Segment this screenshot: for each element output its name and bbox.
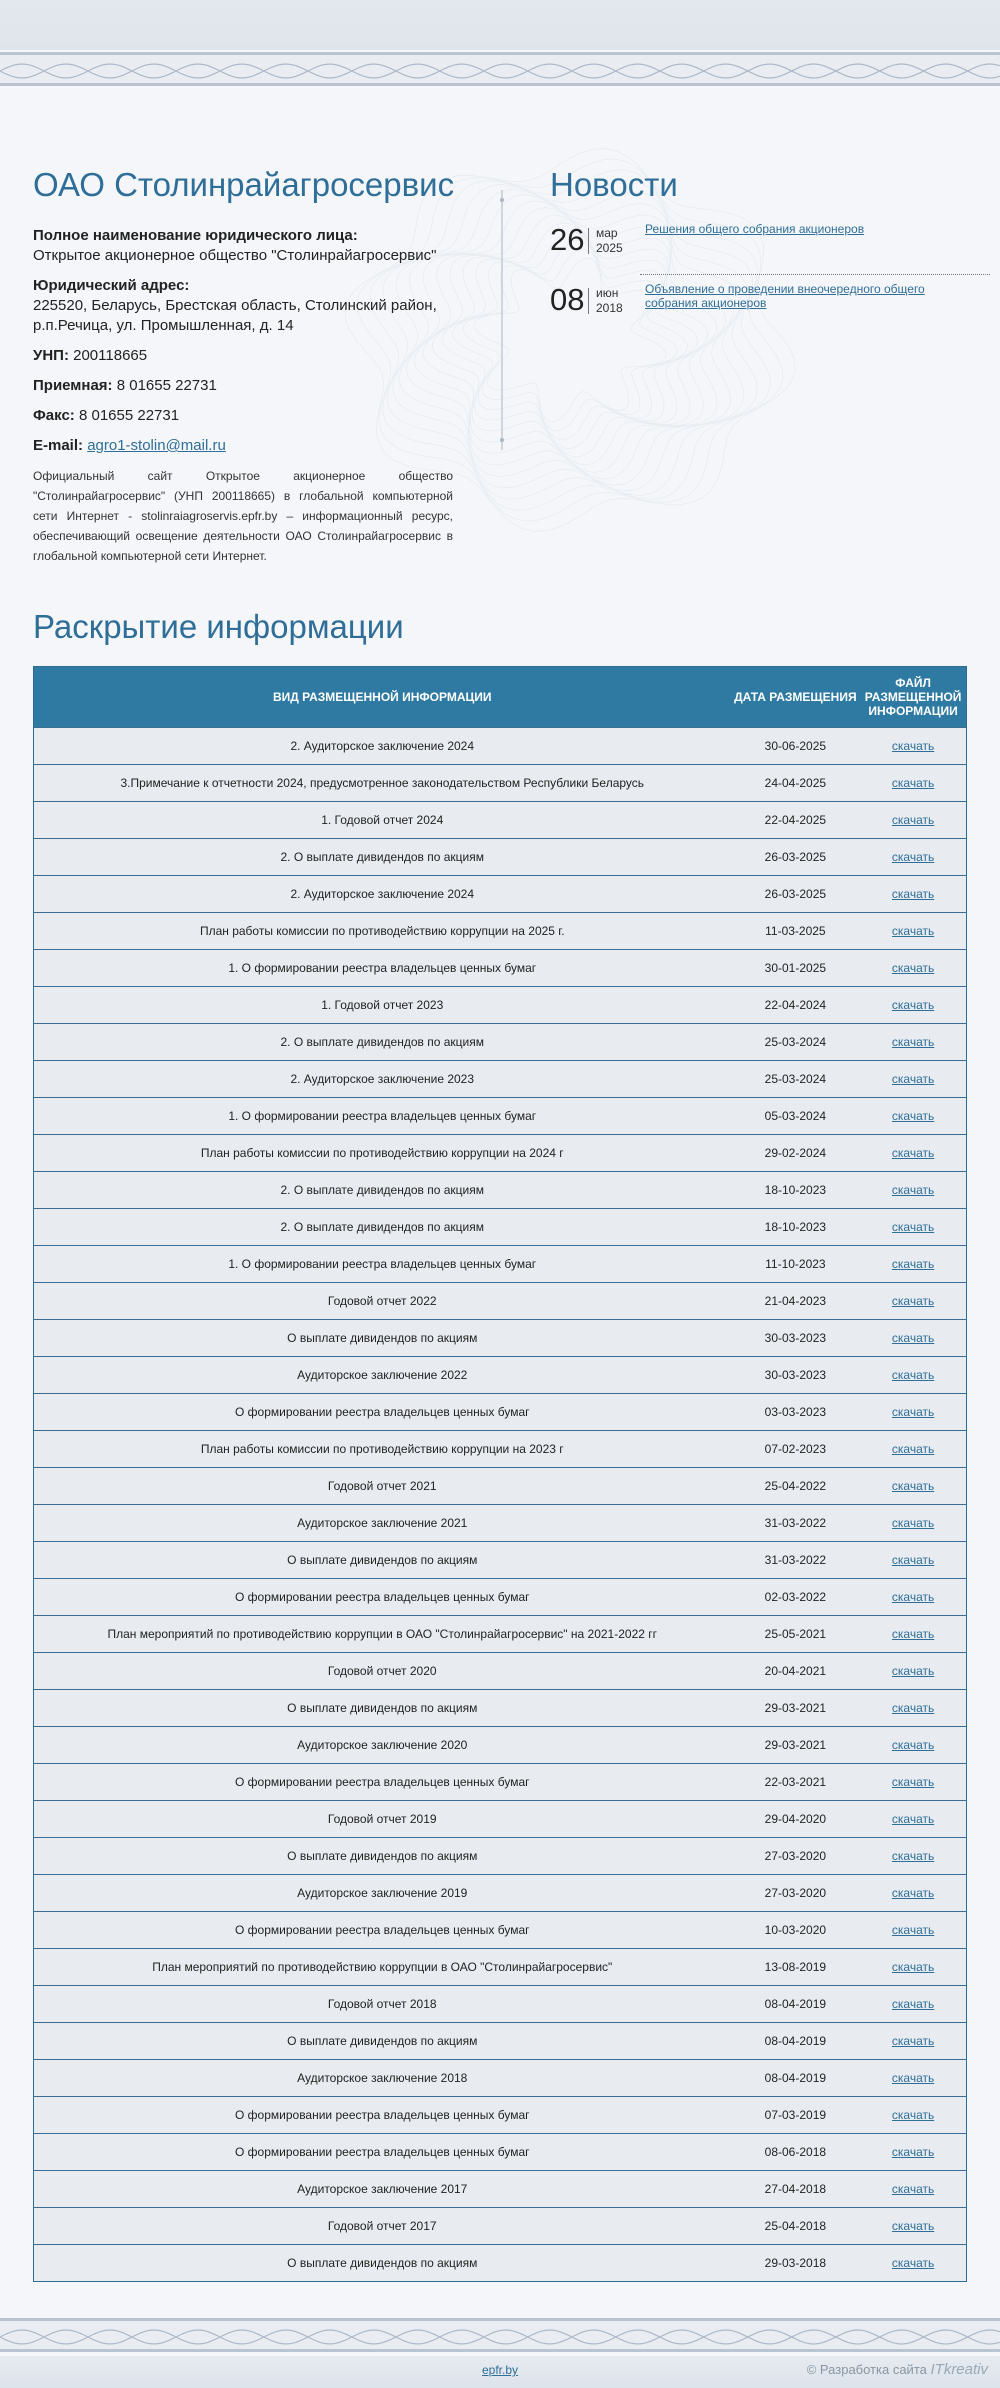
- row-file-cell: [860, 2208, 966, 2244]
- row-date: 08-04-2019: [764, 2034, 827, 2048]
- row-date: 29-04-2020: [764, 1812, 827, 1826]
- row-date: 08-04-2019: [764, 2071, 827, 2085]
- news-title: Новости: [550, 166, 678, 203]
- row-file-cell: [860, 2245, 966, 2281]
- row-title: О выплате дивидендов по акциям: [287, 1701, 478, 1715]
- download-link[interactable]: скачать: [891, 1738, 935, 1752]
- news-link[interactable]: Объявление о проведении внеочередного общего собрания акционеров: [645, 282, 925, 310]
- download-link[interactable]: скачать: [891, 1775, 935, 1789]
- row-title: Аудиторское заключение 2017: [297, 2182, 468, 2196]
- row-title: О выплате дивидендов по акциям: [287, 2034, 478, 2048]
- table-row: [34, 1541, 966, 1578]
- row-date: 25-05-2021: [764, 1627, 827, 1641]
- news-dotted-separator: [640, 274, 990, 275]
- table-row: [34, 1763, 966, 1800]
- reception-block: [33, 376, 453, 396]
- row-title: О формировании реестра владельцев ценных бумаг: [235, 1775, 530, 1789]
- download-link[interactable]: скачать: [891, 2182, 935, 2196]
- top-strip: [0, 0, 1000, 50]
- row-file-cell: [860, 802, 966, 838]
- row-file-cell: [860, 1653, 966, 1689]
- row-title: О выплате дивидендов по акциям: [287, 1553, 478, 1567]
- table-row: [34, 2096, 966, 2133]
- row-file-cell: [860, 1468, 966, 1504]
- reception-value: 8 01655 22731: [116, 377, 217, 394]
- table-row: [34, 1060, 966, 1097]
- table-row: [34, 1467, 966, 1504]
- row-date: 29-03-2018: [764, 2256, 827, 2270]
- reception-label: Приемная:: [33, 377, 113, 394]
- download-link[interactable]: скачать: [891, 1220, 935, 1234]
- download-link[interactable]: скачать: [891, 887, 935, 901]
- row-title: 1. О формировании реестра владельцев ценных бумаг: [228, 1257, 537, 1271]
- download-link[interactable]: скачать: [891, 1183, 935, 1197]
- row-title: О формировании реестра владельцев ценных бумаг: [235, 2145, 530, 2159]
- disclosure-table: [33, 666, 967, 2282]
- download-link[interactable]: скачать: [891, 776, 935, 790]
- download-link[interactable]: скачать: [891, 1701, 935, 1715]
- row-title: План работы комиссии по противодействию коррупции на 2024 г: [200, 1146, 564, 1160]
- row-file-cell: [860, 728, 966, 764]
- row-title: О формировании реестра владельцев ценных бумаг: [235, 2108, 530, 2122]
- download-link[interactable]: скачать: [891, 1442, 935, 1456]
- row-file-cell: [860, 1283, 966, 1319]
- table-row: [34, 1134, 966, 1171]
- table-row: [34, 1800, 966, 1837]
- row-date: 31-03-2022: [764, 1553, 827, 1567]
- row-title: Годовой отчет 2019: [327, 1812, 437, 1826]
- row-date: 07-02-2023: [764, 1442, 827, 1456]
- row-file-cell: [860, 913, 966, 949]
- table-row: [34, 2207, 966, 2244]
- row-title: 2. О выплате дивидендов по акциям: [280, 1183, 484, 1197]
- row-title: О формировании реестра владельцев ценных бумаг: [235, 1405, 530, 1419]
- row-date: 18-10-2023: [764, 1183, 827, 1197]
- row-file-cell: [860, 1579, 966, 1615]
- row-file-cell: [860, 1542, 966, 1578]
- news-month-year: [596, 286, 623, 316]
- news-date-separator: [588, 288, 589, 314]
- download-link[interactable]: скачать: [891, 1035, 935, 1049]
- table-row: [34, 1874, 966, 1911]
- row-date: 18-10-2023: [764, 1220, 827, 1234]
- full-name-label: Полное наименование юридического лица:: [33, 227, 358, 244]
- row-date: 29-03-2021: [764, 1701, 827, 1715]
- download-link[interactable]: скачать: [891, 1590, 935, 1604]
- row-file-cell: [860, 765, 966, 801]
- table-row: [34, 801, 966, 838]
- row-date: 25-03-2024: [764, 1035, 827, 1049]
- row-title: 2. О выплате дивидендов по акциям: [280, 1035, 484, 1049]
- email-label: E-mail:: [33, 437, 84, 454]
- download-link[interactable]: скачать: [891, 813, 935, 827]
- table-row: [34, 1393, 966, 1430]
- download-link[interactable]: скачать: [891, 1886, 935, 1900]
- news-year: 2018: [596, 301, 623, 315]
- row-date: 05-03-2024: [764, 1109, 827, 1123]
- news-date-separator: [588, 228, 589, 254]
- email-block: [33, 436, 453, 456]
- header-file: ФАЙЛ РАЗМЕЩЕННОЙ ИНФОРМАЦИИ: [864, 676, 962, 718]
- row-file-cell: [860, 2134, 966, 2170]
- download-link[interactable]: скачать: [891, 1553, 935, 1567]
- download-link[interactable]: скачать: [891, 739, 935, 753]
- download-link[interactable]: скачать: [891, 2256, 935, 2270]
- table-row: [34, 1652, 966, 1689]
- row-date: 11-10-2023: [765, 1257, 826, 1271]
- row-file-cell: [860, 950, 966, 986]
- table-row: [34, 2133, 966, 2170]
- table-row: [34, 1171, 966, 1208]
- row-date: 11-03-2025: [765, 924, 826, 938]
- row-date: 30-03-2023: [764, 1368, 827, 1382]
- row-date: 30-06-2025: [764, 739, 827, 753]
- news-item: [550, 282, 990, 326]
- table-row: [34, 1097, 966, 1134]
- table-row: [34, 986, 966, 1023]
- row-file-cell: [860, 876, 966, 912]
- download-link[interactable]: скачать: [891, 924, 935, 938]
- address-block: [33, 276, 453, 336]
- download-link[interactable]: скачать: [891, 1664, 935, 1678]
- table-row: [34, 2022, 966, 2059]
- row-title: О формировании реестра владельцев ценных бумаг: [235, 1923, 530, 1937]
- row-file-cell: [860, 987, 966, 1023]
- unp-block: [33, 346, 453, 366]
- row-title: 1. О формировании реестра владельцев ценных бумаг: [228, 1109, 537, 1123]
- row-title: О выплате дивидендов по акциям: [287, 1849, 478, 1863]
- row-file-cell: [860, 1690, 966, 1726]
- table-row: [34, 1578, 966, 1615]
- table-row: [34, 1504, 966, 1541]
- footer-site-link[interactable]: epfr.by: [481, 2363, 519, 2377]
- row-date: 29-03-2021: [764, 1738, 827, 1752]
- row-title: О формировании реестра владельцев ценных бумаг: [235, 1590, 530, 1604]
- row-file-cell: [860, 1875, 966, 1911]
- footer-credit: [807, 2361, 988, 2378]
- row-file-cell: [860, 1912, 966, 1948]
- row-title: Годовой отчет 2017: [327, 2219, 437, 2233]
- vertical-divider: [500, 190, 504, 450]
- table-row: [34, 949, 966, 986]
- download-link[interactable]: скачать: [891, 1997, 935, 2011]
- row-file-cell: [860, 1986, 966, 2022]
- row-file-cell: [860, 1394, 966, 1430]
- row-title: 2. О выплате дивидендов по акциям: [280, 850, 484, 864]
- row-date: 24-04-2025: [764, 776, 827, 790]
- row-title: 2. Аудиторское заключение 2024: [290, 739, 475, 753]
- disclosure-title: Раскрытие информации: [33, 608, 404, 645]
- table-header: [34, 667, 966, 727]
- news-link[interactable]: Решения общего собрания акционеров: [645, 222, 865, 236]
- full-name-value: Открытое акционерное общество "Столинрайагросервис": [33, 247, 437, 264]
- table-row: [34, 1615, 966, 1652]
- row-file-cell: [860, 2023, 966, 2059]
- download-link[interactable]: скачать: [891, 1923, 935, 1937]
- row-date: 03-03-2023: [764, 1405, 827, 1419]
- row-title: 2. О выплате дивидендов по акциям: [280, 1220, 484, 1234]
- table-row: [34, 1837, 966, 1874]
- table-row: [34, 1948, 966, 1985]
- row-title: О выплате дивидендов по акциям: [287, 1331, 478, 1345]
- news-month-year: [596, 226, 623, 256]
- news-month: мар: [596, 226, 618, 240]
- download-link[interactable]: скачать: [891, 2108, 935, 2122]
- row-date: 22-03-2021: [764, 1775, 827, 1789]
- row-date: 26-03-2025: [764, 887, 827, 901]
- row-date: 22-04-2024: [764, 998, 827, 1012]
- download-link[interactable]: скачать: [891, 961, 935, 975]
- news-item: [550, 222, 990, 266]
- header-date: ДАТА РАЗМЕЩЕНИЯ: [734, 690, 857, 704]
- decorative-border-bottom: [0, 2318, 1000, 2352]
- download-link[interactable]: скачать: [891, 2071, 935, 2085]
- table-row: [34, 912, 966, 949]
- fax-block: [33, 406, 453, 426]
- unp-label: УНП:: [33, 347, 69, 364]
- address-label: Юридический адрес:: [33, 277, 190, 294]
- table-row: [34, 1245, 966, 1282]
- row-file-cell: [860, 1135, 966, 1171]
- row-file-cell: [860, 1764, 966, 1800]
- row-title: 3.Примечание к отчетности 2024, предусмотренное законодательством Республики Беларусь: [120, 776, 645, 790]
- news-year: 2025: [596, 241, 623, 255]
- row-title: Аудиторское заключение 2019: [297, 1886, 468, 1900]
- table-row: [34, 838, 966, 875]
- table-row: [34, 875, 966, 912]
- table-row: [34, 1282, 966, 1319]
- row-file-cell: [860, 2171, 966, 2207]
- row-file-cell: [860, 1357, 966, 1393]
- header-type: ВИД РАЗМЕЩЕННОЙ ИНФОРМАЦИИ: [272, 690, 492, 704]
- row-file-cell: [860, 1616, 966, 1652]
- row-file-cell: [860, 1801, 966, 1837]
- row-title: Аудиторское заключение 2020: [297, 1738, 468, 1752]
- credit-text: © Разработка сайта: [806, 2362, 927, 2377]
- row-date: 27-03-2020: [764, 1849, 827, 1863]
- download-link[interactable]: скачать: [891, 1331, 935, 1345]
- download-link[interactable]: скачать: [891, 2034, 935, 2048]
- row-title: План работы комиссии по противодействию коррупции на 2023 г: [200, 1442, 564, 1456]
- row-date: 30-01-2025: [764, 961, 827, 975]
- row-title: 2. Аудиторское заключение 2024: [290, 887, 475, 901]
- row-file-cell: [860, 1838, 966, 1874]
- download-link[interactable]: скачать: [891, 1479, 935, 1493]
- row-file-cell: [860, 1209, 966, 1245]
- download-link[interactable]: скачать: [891, 1516, 935, 1530]
- row-date: 22-04-2025: [764, 813, 827, 827]
- row-date: 10-03-2020: [764, 1923, 827, 1937]
- row-title: Аудиторское заключение 2022: [297, 1368, 468, 1382]
- row-file-cell: [860, 2097, 966, 2133]
- row-file-cell: [860, 1061, 966, 1097]
- table-row: [34, 1208, 966, 1245]
- download-link[interactable]: скачать: [891, 2219, 935, 2233]
- download-link[interactable]: скачать: [891, 1812, 935, 1826]
- download-link[interactable]: скачать: [891, 2145, 935, 2159]
- table-row: [34, 1985, 966, 2022]
- table-row: [34, 1356, 966, 1393]
- row-file-cell: [860, 1949, 966, 1985]
- row-date: 26-03-2025: [764, 850, 827, 864]
- row-file-cell: [860, 1246, 966, 1282]
- row-date: 27-03-2020: [764, 1886, 827, 1900]
- row-title: 2. Аудиторское заключение 2023: [290, 1072, 475, 1086]
- table-row: [34, 764, 966, 801]
- row-title: Годовой отчет 2020: [327, 1664, 437, 1678]
- row-file-cell: [860, 1431, 966, 1467]
- row-file-cell: [860, 1024, 966, 1060]
- row-date: 25-04-2022: [764, 1479, 827, 1493]
- row-file-cell: [860, 1172, 966, 1208]
- table-row: [34, 1430, 966, 1467]
- email-link[interactable]: agro1-stolin@mail.ru: [87, 437, 226, 454]
- address-value: 225520, Беларусь, Брестская область, Столинский район, р.п.Речица, ул. Промышленная, д. 14: [33, 297, 437, 334]
- site-description: Официальный сайт Открытое акционерное общество "Столинрайагросервис" (УНП 200118665) в глобальной компьютерной сети Интернет - stolinraiagroservis.epfr.by – информационный ресурс, обеспечивающий освещение деятельности ОАО Столинрайагросервис в глобальной компьютерной сети Интернет.: [33, 469, 453, 563]
- row-date: 08-06-2018: [764, 2145, 827, 2159]
- fax-label: Факс:: [33, 407, 75, 424]
- row-title: План мероприятий по противодействию коррупции в ОАО "Столинрайагросервис": [152, 1960, 613, 1974]
- row-file-cell: [860, 839, 966, 875]
- page-title: ОАО Столинрайагросервис: [33, 166, 455, 203]
- row-file-cell: [860, 1320, 966, 1356]
- row-date: 20-04-2021: [764, 1664, 827, 1678]
- row-title: 1. Годовой отчет 2023: [321, 998, 444, 1012]
- download-link[interactable]: скачать: [891, 1072, 935, 1086]
- row-title: Годовой отчет 2018: [327, 1997, 437, 2011]
- row-title: Годовой отчет 2022: [327, 1294, 437, 1308]
- developer-logo[interactable]: ITkreativ: [930, 2361, 988, 2378]
- row-title: Годовой отчет 2021: [327, 1479, 437, 1493]
- table-row: [34, 1726, 966, 1763]
- table-row: [34, 727, 966, 764]
- row-date: 31-03-2022: [764, 1516, 827, 1530]
- download-link[interactable]: скачать: [891, 850, 935, 864]
- row-file-cell: [860, 1505, 966, 1541]
- decorative-border-top: [0, 52, 1000, 86]
- row-date: 08-04-2019: [764, 1997, 827, 2011]
- news-day: 08: [550, 282, 585, 317]
- row-title: Аудиторское заключение 2018: [297, 2071, 468, 2085]
- row-date: 02-03-2022: [764, 1590, 827, 1604]
- download-link[interactable]: скачать: [891, 1109, 935, 1123]
- row-title: 1. О формировании реестра владельцев ценных бумаг: [228, 961, 537, 975]
- company-info: [33, 226, 453, 566]
- download-link[interactable]: скачать: [891, 1294, 935, 1308]
- row-date: 21-04-2023: [764, 1294, 827, 1308]
- row-date: 25-03-2024: [764, 1072, 827, 1086]
- row-title: Аудиторское заключение 2021: [297, 1516, 468, 1530]
- table-body: [34, 727, 966, 2281]
- row-file-cell: [860, 1727, 966, 1763]
- row-date: 25-04-2018: [764, 2219, 827, 2233]
- row-file-cell: [860, 1098, 966, 1134]
- row-date: 30-03-2023: [764, 1331, 827, 1345]
- table-row: [34, 1911, 966, 1948]
- download-link[interactable]: скачать: [891, 1627, 935, 1641]
- news-month: июн: [596, 286, 619, 300]
- download-link[interactable]: скачать: [891, 1849, 935, 1863]
- table-row: [34, 1319, 966, 1356]
- unp-value: 200118665: [73, 347, 148, 364]
- row-date: 13-08-2019: [764, 1960, 827, 1974]
- row-date: 29-02-2024: [764, 1146, 827, 1160]
- row-file-cell: [860, 2060, 966, 2096]
- row-title: О выплате дивидендов по акциям: [287, 2256, 478, 2270]
- row-title: 1. Годовой отчет 2024: [321, 813, 444, 827]
- download-link[interactable]: скачать: [891, 1257, 935, 1271]
- row-title: План мероприятий по противодействию коррупции в ОАО "Столинрайагросервис" на 2021-2022 гг: [107, 1627, 658, 1641]
- download-link[interactable]: скачать: [891, 1960, 935, 1974]
- row-title: План работы комиссии по противодействию коррупции на 2025 г.: [199, 924, 565, 938]
- download-link[interactable]: скачать: [891, 1146, 935, 1160]
- row-date: 27-04-2018: [764, 2182, 827, 2196]
- table-row: [34, 1023, 966, 1060]
- download-link[interactable]: скачать: [891, 1368, 935, 1382]
- download-link[interactable]: скачать: [891, 1405, 935, 1419]
- table-row: [34, 2059, 966, 2096]
- fax-value: 8 01655 22731: [78, 407, 180, 424]
- table-row: [34, 2244, 966, 2281]
- row-date: 07-03-2019: [764, 2108, 827, 2122]
- download-link[interactable]: скачать: [891, 998, 935, 1012]
- table-row: [34, 2170, 966, 2207]
- table-row: [34, 1689, 966, 1726]
- full-name-block: [33, 226, 453, 266]
- news-day: 26: [550, 222, 585, 257]
